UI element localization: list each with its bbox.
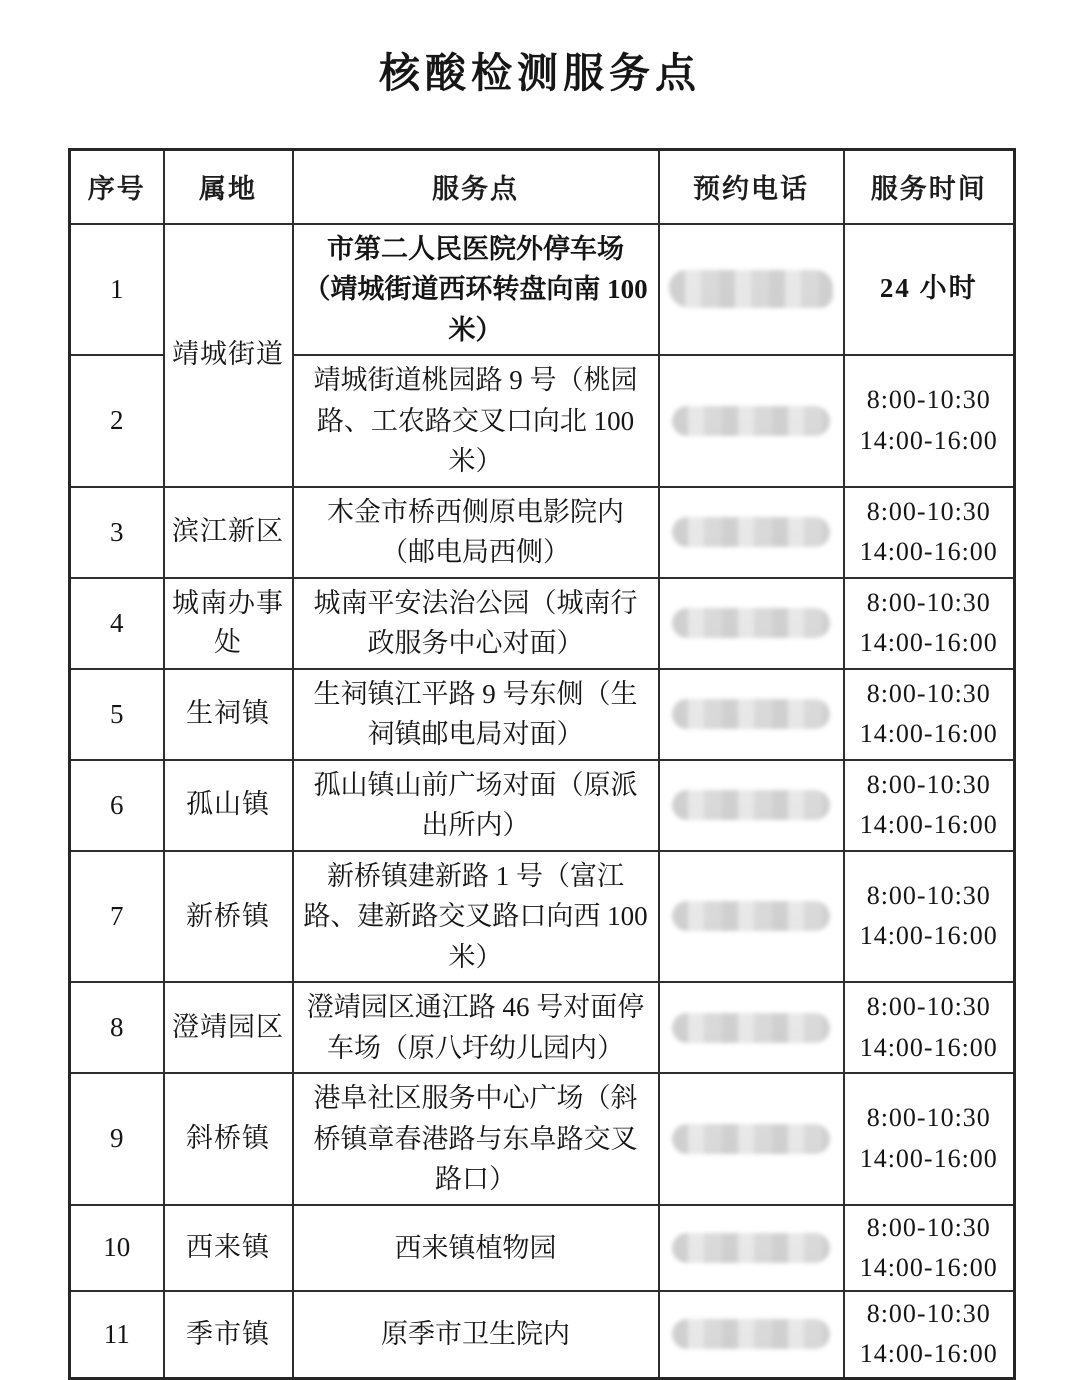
table-row xyxy=(70,487,1015,578)
appointment-phone-cell xyxy=(659,355,844,487)
area-cell: 孤山镇 xyxy=(164,760,293,851)
service-hours-cell xyxy=(844,1073,1015,1205)
table-row xyxy=(70,1291,1015,1378)
service-hours-cell xyxy=(844,578,1015,669)
service-hours-cell xyxy=(844,1291,1015,1378)
service-hours-line: 8:00-10:30 xyxy=(866,678,991,708)
phone-redacted-blob xyxy=(672,1319,830,1349)
serial-number-cell: 5 xyxy=(70,669,164,760)
serial-number-cell: 1 xyxy=(70,224,164,356)
service-hours-line: 24 小时 xyxy=(879,273,978,304)
service-hours-cell xyxy=(844,669,1015,760)
table-header-row xyxy=(70,150,1015,224)
service-point-cell: 西来镇植物园 xyxy=(293,1205,659,1292)
serial-number-cell: 2 xyxy=(70,355,164,487)
service-point-cell: 城南平安法治公园（城南行政服务中心对面） xyxy=(293,578,659,669)
service-point-cell: 市第二人民医院外停车场（靖城街道西环转盘向南 100 米） xyxy=(293,224,659,356)
appointment-phone-cell xyxy=(659,760,844,851)
service-point-cell: 孤山镇山前广场对面（原派出所内） xyxy=(293,760,659,851)
service-point-cell: 原季市卫生院内 xyxy=(293,1291,659,1378)
header-service-point: 服务点 xyxy=(293,150,659,224)
table-row xyxy=(70,851,1015,983)
header-service-hours: 服务时间 xyxy=(844,150,1015,224)
service-hours-line: 14:00-16:00 xyxy=(859,1143,998,1173)
service-hours-line: 14:00-16:00 xyxy=(859,1032,998,1062)
area-cell: 滨江新区 xyxy=(164,487,293,578)
phone-redacted-blob xyxy=(672,406,830,436)
area-cell: 城南办事处 xyxy=(164,578,293,669)
service-hours-cell xyxy=(844,224,1015,356)
serial-number-cell: 4 xyxy=(70,578,164,669)
appointment-phone-cell xyxy=(659,1291,844,1378)
serial-number-cell: 10 xyxy=(70,1205,164,1292)
service-hours-line: 14:00-16:00 xyxy=(859,719,998,748)
appointment-phone-cell xyxy=(659,1073,844,1205)
table-row xyxy=(70,982,1015,1073)
service-hours-line: 8:00-10:30 xyxy=(866,385,991,415)
header-serial-number: 序号 xyxy=(70,150,164,224)
appointment-phone-cell xyxy=(659,982,844,1073)
phone-redacted-blob xyxy=(672,901,830,931)
appointment-phone-cell xyxy=(659,224,844,356)
serial-number-cell: 9 xyxy=(70,1073,164,1205)
area-cell: 澄靖园区 xyxy=(164,982,293,1073)
serial-number-cell: 7 xyxy=(70,851,164,983)
service-points-table xyxy=(68,148,1016,1380)
phone-redacted-blob xyxy=(669,270,833,308)
area-cell: 斜桥镇 xyxy=(164,1073,293,1205)
service-hours-cell xyxy=(844,982,1015,1073)
service-hours-line: 8:00-10:30 xyxy=(866,769,991,799)
service-hours-cell xyxy=(844,487,1015,578)
area-cell: 靖城街道 xyxy=(164,224,293,487)
phone-redacted-blob xyxy=(672,1233,830,1263)
service-hours-line: 8:00-10:30 xyxy=(866,880,991,910)
service-hours-line: 14:00-16:00 xyxy=(859,425,998,455)
service-hours-line: 14:00-16:00 xyxy=(859,921,998,951)
service-hours-line: 8:00-10:30 xyxy=(866,587,991,617)
service-hours-line: 14:00-16:00 xyxy=(859,628,998,657)
service-hours-line: 8:00-10:30 xyxy=(866,1103,991,1133)
appointment-phone-cell xyxy=(659,1205,844,1292)
serial-number-cell: 6 xyxy=(70,760,164,851)
phone-redacted-blob xyxy=(672,1013,830,1043)
area-cell: 西来镇 xyxy=(164,1205,293,1292)
serial-number-cell: 11 xyxy=(70,1291,164,1378)
service-hours-cell xyxy=(844,1205,1015,1292)
area-cell: 新桥镇 xyxy=(164,851,293,983)
service-hours-cell xyxy=(844,760,1015,851)
service-point-cell: 澄靖园区通江路 46 号对面停车场（原八圩幼儿园内） xyxy=(293,982,659,1073)
service-hours-line: 8:00-10:30 xyxy=(866,1212,991,1242)
service-hours-cell xyxy=(844,851,1015,983)
header-appointment-phone: 预约电话 xyxy=(659,150,844,224)
page-title: 核酸检测服务点 xyxy=(379,50,701,96)
phone-redacted-blob xyxy=(672,608,830,638)
table-row xyxy=(70,1073,1015,1205)
service-point-cell: 木金市桥西侧原电影院内（邮电局西侧） xyxy=(293,487,659,578)
service-point-cell: 生祠镇江平路 9 号东侧（生祠镇邮电局对面） xyxy=(293,669,659,760)
appointment-phone-cell xyxy=(659,669,844,760)
service-hours-line: 14:00-16:00 xyxy=(859,537,998,566)
appointment-phone-cell xyxy=(659,578,844,669)
phone-redacted-blob xyxy=(672,517,830,547)
service-hours-line: 14:00-16:00 xyxy=(859,1339,998,1369)
serial-number-cell: 3 xyxy=(70,487,164,578)
service-point-cell: 新桥镇建新路 1 号（富江路、建新路交叉路口向西 100 米） xyxy=(293,851,659,983)
phone-redacted-blob xyxy=(672,1124,830,1154)
service-hours-line: 14:00-16:00 xyxy=(859,810,998,839)
service-point-cell: 靖城街道桃园路 9 号（桃园路、工农路交叉口向北 100 米） xyxy=(293,355,659,487)
serial-number-cell: 8 xyxy=(70,982,164,1073)
appointment-phone-cell xyxy=(659,487,844,578)
header-area: 属地 xyxy=(164,150,293,224)
phone-redacted-blob xyxy=(672,790,830,820)
table-row xyxy=(70,760,1015,851)
phone-redacted-blob xyxy=(672,699,830,729)
table-row xyxy=(70,1205,1015,1292)
service-hours-line: 8:00-10:30 xyxy=(866,496,991,526)
appointment-phone-cell xyxy=(659,851,844,983)
table-row xyxy=(70,578,1015,669)
service-hours-line: 8:00-10:30 xyxy=(866,992,991,1022)
service-hours-line: 14:00-16:00 xyxy=(859,1252,998,1282)
service-hours-line: 8:00-10:30 xyxy=(866,1299,991,1329)
area-cell: 季市镇 xyxy=(164,1291,293,1378)
table-row xyxy=(70,224,1015,356)
table-row xyxy=(70,669,1015,760)
area-cell: 生祠镇 xyxy=(164,669,293,760)
service-hours-cell xyxy=(844,355,1015,487)
service-point-cell: 港阜社区服务中心广场（斜桥镇章春港路与东阜路交叉路口） xyxy=(293,1073,659,1205)
